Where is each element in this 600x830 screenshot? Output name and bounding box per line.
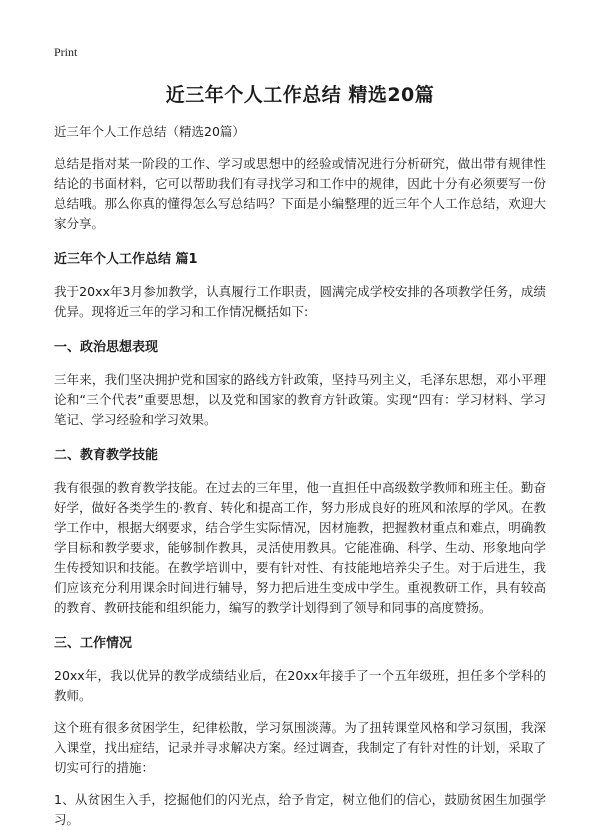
- section-heading-work: 三、工作情况: [54, 636, 133, 651]
- print-label: Print: [54, 45, 78, 59]
- document-title: 近三年个人工作总结 精选20篇: [165, 84, 435, 106]
- section-heading-political: 一、政治思想表现: [54, 340, 159, 355]
- article-heading: 近三年个人工作总结 篇1: [54, 252, 198, 267]
- intro-paragraph: 总结是指对某一阶段的工作、学习或思想中的经验或情况进行分析研究，做出带有规律性结论的书面材料，它可以帮助我们有寻找学习和工作中的规律，因此十分有必须要写一份总结哦。那么你真的懂得怎么写总结吗？下面是小编整理的近三年个人工作总结，欢迎大家分享。: [54, 156, 546, 231]
- article-intro-paragraph: 我于20xx年3月参加教学，认真履行工作职责，圆满完成学校安排的各项教学任务，成绩优异。现将近三年的学习和工作情况概括如下:: [54, 284, 546, 319]
- section-paragraph: 三年来，我们坚决拥护党和国家的路线方针政策，坚持马列主义，毛泽东思想，邓小平理论和“三个代表”重要思想，以及党和国家的教育方针政策。实现“四有：学习材料、学习笔记、学习经验和学习效果。: [54, 372, 546, 427]
- section-paragraph: 20xx年，我以优异的教学成绩结业后，在20xx年接手了一个五年级班，担任多个学科的教师。: [54, 668, 546, 703]
- section-paragraph: 这个班有很多贫困学生，纪律松散，学习氛围淡薄。为了扭转课堂风格和学习氛围，我深入课堂，找出症结，记录并寻求解决方案。经过调查，我制定了有针对性的计划，采取了切实可行的措施：: [54, 720, 546, 775]
- section-paragraph: 我有很强的教育教学技能。在过去的三年里，他一直担任中高级数学教师和班主任。勤奋好学，做好各类学生的·教育、转化和提高工作，努力形成良好的班风和浓厚的学风。在教学工作中，根据大纲要求，结合学生实际情况，因材施教，把握教材重点和难点，明确教学目标和教学要求，能够制作教具，灵活使用教具。它能准确、科学、生动、形象地向学生传授知识和技能。在教学培训中，要有针对性、有技能地培养尖子生。对于后进生，我们应该充分利用课余时间进行辅导，努力把后进生变成中学生。重视教研工作，具有较高的教育、教研技能和组织能力，编写的教学计划得到了领导和同事的高度赞扬。: [54, 480, 546, 615]
- section-paragraph: 1、从贫困生入手，挖掘他们的闪光点，给予肯定，树立他们的信心，鼓励贫困生加强学习。: [54, 792, 546, 827]
- section-heading-teaching-skills: 二、教育教学技能: [54, 448, 159, 463]
- document-subtitle: 近三年个人工作总结（精选20篇）: [54, 124, 245, 139]
